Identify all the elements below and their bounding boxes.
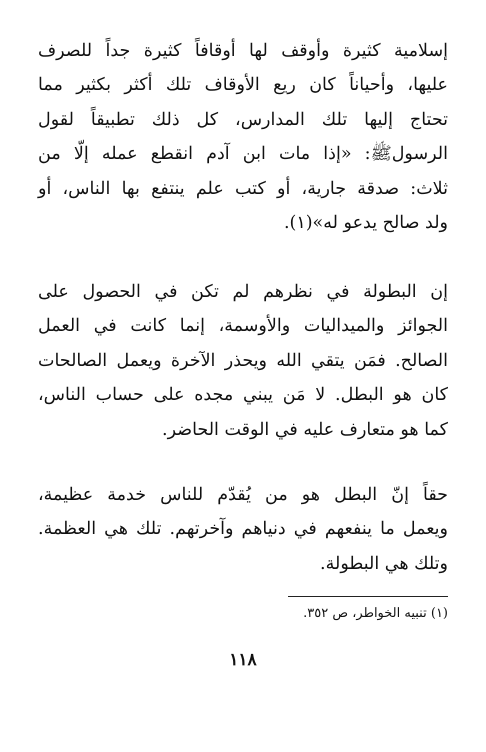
text-line: الجوائز والميداليات والأوسمة، إنما كانت في العمل (38, 316, 448, 336)
text-line: إن البطولة في نظرهم لم تكن في الحصول على (38, 282, 448, 302)
text-line: الصالح. فمَن يتقي الله ويحذر الآخرة ويعمل الصالحات (38, 351, 448, 371)
text-line: ويعمل ما ينفعهم في دنياهم وآخرتهم. تلك هي العظمة. (38, 519, 448, 539)
footnote-separator (288, 596, 448, 597)
text-line: كان هو البطل. لا مَن يبني مجده على حساب الناس، (38, 385, 448, 405)
text-line: وتلك هي البطولة. (320, 554, 448, 574)
footnote: (١) تنبيه الخواطر، ص ٣٥٢. (303, 606, 448, 621)
text-line: تحتاج إليها تلك المدارس، كل ذلك تطبيقاً لقول (38, 110, 448, 130)
text-line: كما هو متعارف عليه في الوقت الحاضر. (162, 420, 448, 440)
text-line: ثلاث: صدقة جارية، أو كتب علم ينتفع بها الناس، أو (38, 179, 448, 199)
text-line: عليها، وأحياناً كان ريع الأوقاف تلك أكثر بكثير مما (38, 75, 448, 95)
text-line: ولد صالح يدعو له»(١). (283, 213, 448, 233)
text-line: الرسولﷺ: «إذا مات ابن آدم انقطع عمله إلّا من (38, 144, 448, 164)
page-number: ١١٨ (229, 650, 257, 670)
text-line: إسلامية كثيرة وأوقف لها أوقافاً كثيرة جداً للصرف (38, 41, 448, 61)
text-line: حقاً إنّ البطل هو من يُقدّم للناس خدمة عظيمة، (38, 485, 448, 505)
